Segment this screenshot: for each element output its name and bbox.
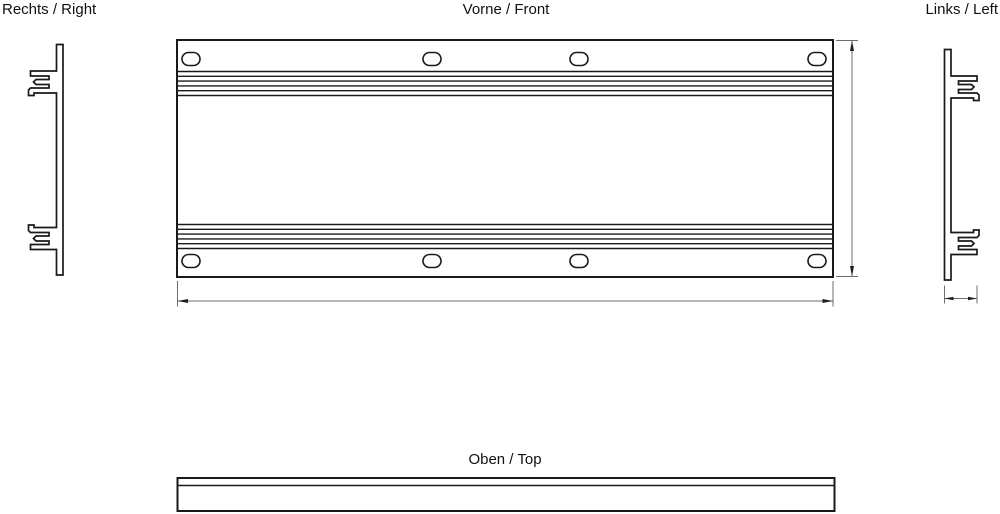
left-side-profile-view xyxy=(945,50,980,281)
left-profile-outline xyxy=(945,50,980,281)
mounting-slot xyxy=(808,53,826,66)
dimension-arrow-down xyxy=(850,266,854,277)
mounting-slot xyxy=(570,53,588,66)
dimension-arrow-right xyxy=(823,299,834,303)
mounting-slot xyxy=(423,53,441,66)
dimension-arrow-right xyxy=(968,297,977,301)
mounting-slot xyxy=(570,255,588,268)
dimension-arrow-up xyxy=(850,41,854,52)
profile-depth-dimension xyxy=(945,286,978,304)
label-right-view: Rechts / Right xyxy=(2,1,97,18)
right-profile-outline xyxy=(29,45,64,276)
right-side-profile-view xyxy=(29,45,64,276)
top-view xyxy=(178,478,835,511)
mounting-slot xyxy=(808,255,826,268)
dimension-arrow-left xyxy=(178,299,189,303)
mounting-slot xyxy=(182,255,200,268)
mounting-slot xyxy=(423,255,441,268)
front-height-dimension xyxy=(836,41,858,277)
label-top-view: Oben / Top xyxy=(468,451,542,468)
front-view xyxy=(177,40,833,277)
top-view-outline xyxy=(178,478,835,511)
label-left-view: Links / Left xyxy=(925,1,998,18)
front-panel-outline xyxy=(177,40,833,277)
mounting-slot xyxy=(182,53,200,66)
label-front-view: Vorne / Front xyxy=(462,1,550,18)
dimension-arrow-left xyxy=(945,297,954,301)
front-width-dimension xyxy=(178,281,834,307)
